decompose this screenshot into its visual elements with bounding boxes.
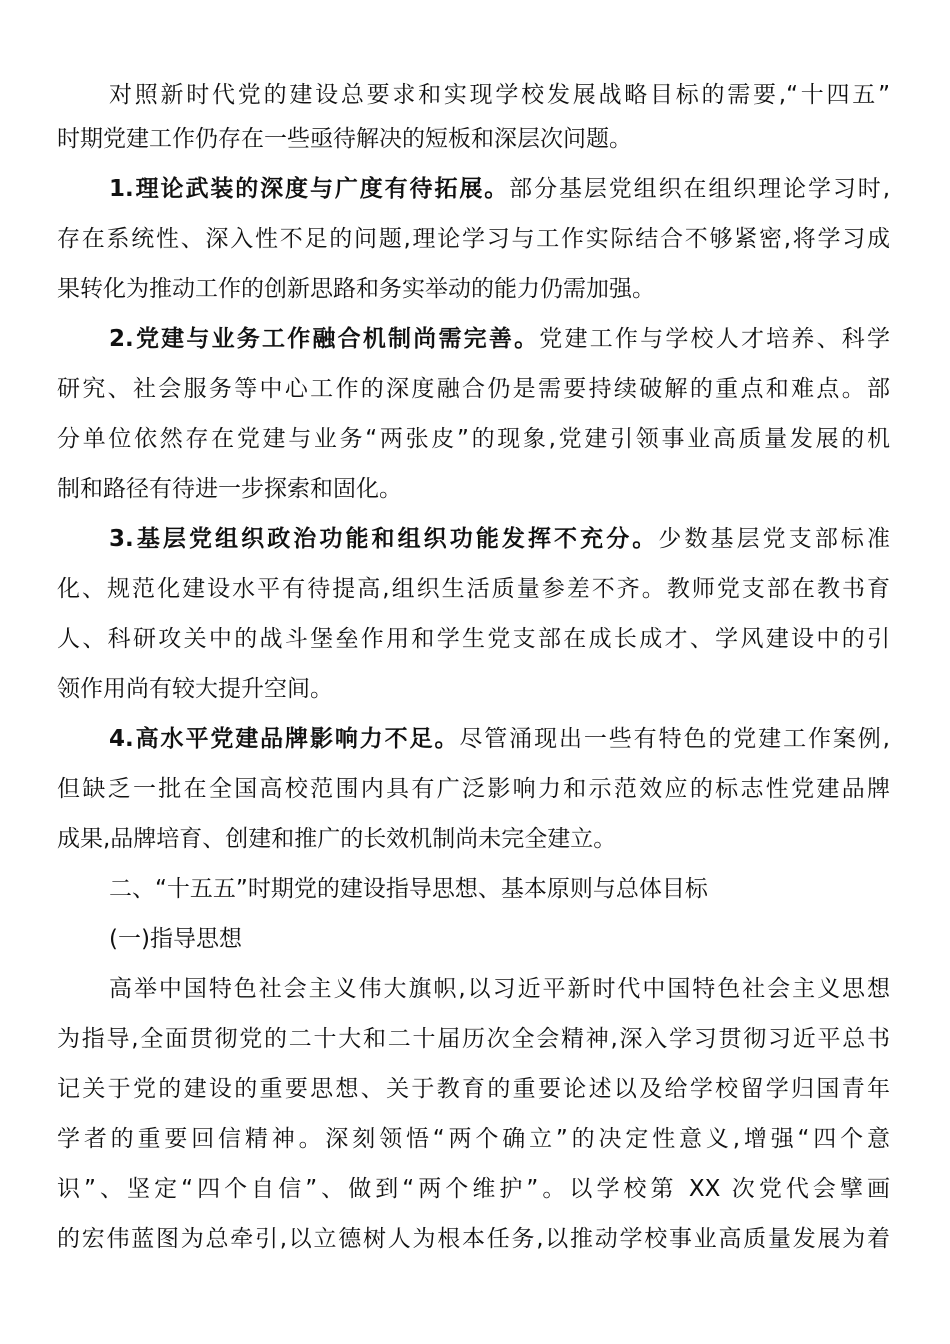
subsection-heading: (一)指导思想 (109, 926, 242, 952)
text-line: 制和路径有待进一步探索和固化。 (57, 476, 402, 502)
text-line: 的宏伟蓝图为总牵引,以立德树人为根本任务,以推动学校事业高质量发展为着 (57, 1226, 890, 1252)
intro-paragraph (57, 77, 890, 164)
issue-paragraph-4 (57, 714, 890, 864)
text-line: 时期党建工作仍存在一些亟待解决的短板和深层次问题。 (57, 126, 632, 152)
guiding-thought-paragraph (57, 964, 890, 1264)
text-line: 为指导,全面贯彻党的二十大和二十届历次全会精神,深入学习贯彻习近平总书 (57, 1026, 890, 1052)
text-line: 领作用尚有较大提升空间。 (57, 676, 333, 702)
text-line: 记关于党的建设的重要思想、关于教育的重要论述以及给学校留学归国青年 (57, 1076, 890, 1102)
issue-text: 党建工作与学校人才培养、科学 (539, 326, 890, 352)
text-line (57, 714, 890, 764)
document-page (57, 77, 890, 1264)
text-line: 但缺乏一批在全国高校范围内具有广泛影响力和示范效应的标志性党建品牌 (57, 776, 890, 802)
issue-paragraph-2 (57, 314, 890, 514)
text-line: 人、科研攻关中的战斗堡垒作用和学生党支部在成长成才、学风建设中的引 (57, 626, 890, 652)
issue-paragraph-1 (57, 164, 890, 314)
text-line: 识”、坚定“四个自信”、做到“两个维护”。以学校第 XX 次党代会擘画 (57, 1176, 890, 1202)
issue-text: 部分基层党组织在组织理论学习时, (509, 176, 890, 202)
issue-heading: 1.理论武装的深度与广度有待拓展。 (109, 176, 510, 202)
text-line: 高举中国特色社会主义伟大旗帜,以习近平新时代中国特色社会主义思想 (109, 976, 890, 1002)
text-line: 研究、社会服务等中心工作的深度融合仍是需要持续破解的重点和难点。部 (57, 376, 890, 402)
text-line: 存在系统性、深入性不足的问题,理论学习与工作实际结合不够紧密,将学习成 (57, 226, 890, 252)
text-line: 成果,品牌培育、创建和推广的长效机制尚未完全建立。 (57, 826, 617, 852)
issue-heading: 4.高水平党建品牌影响力不足。 (109, 726, 460, 752)
text-line (57, 514, 890, 564)
text-line: 学者的重要回信精神。深刻领悟“两个确立”的决定性意义,增强“四个意 (57, 1126, 890, 1152)
issue-heading: 3.基层党组织政治功能和组织功能发挥不充分。 (109, 526, 659, 552)
text-line: 对照新时代党的建设总要求和实现学校发展战略目标的需要,“十四五” (109, 82, 890, 108)
text-line (57, 314, 890, 364)
issue-heading: 2.党建与业务工作融合机制尚需完善。 (109, 326, 540, 352)
text-line: 化、规范化建设水平有待提高,组织生活质量参差不齐。教师党支部在教书育 (57, 576, 890, 602)
issue-paragraph-3 (57, 514, 890, 714)
text-line: 分单位依然存在党建与业务“两张皮”的现象,党建引领事业高质量发展的机 (57, 426, 890, 452)
text-line: 果转化为推动工作的创新思路和务实举动的能力仍需加强。 (57, 276, 655, 302)
issue-text: 尽管涌现出一些有特色的党建工作案例, (459, 726, 890, 752)
section-heading: 二、“十五五”时期党的建设指导思想、基本原则与总体目标 (109, 876, 708, 902)
text-line (57, 164, 890, 214)
issue-text: 少数基层党支部标准 (658, 526, 890, 552)
